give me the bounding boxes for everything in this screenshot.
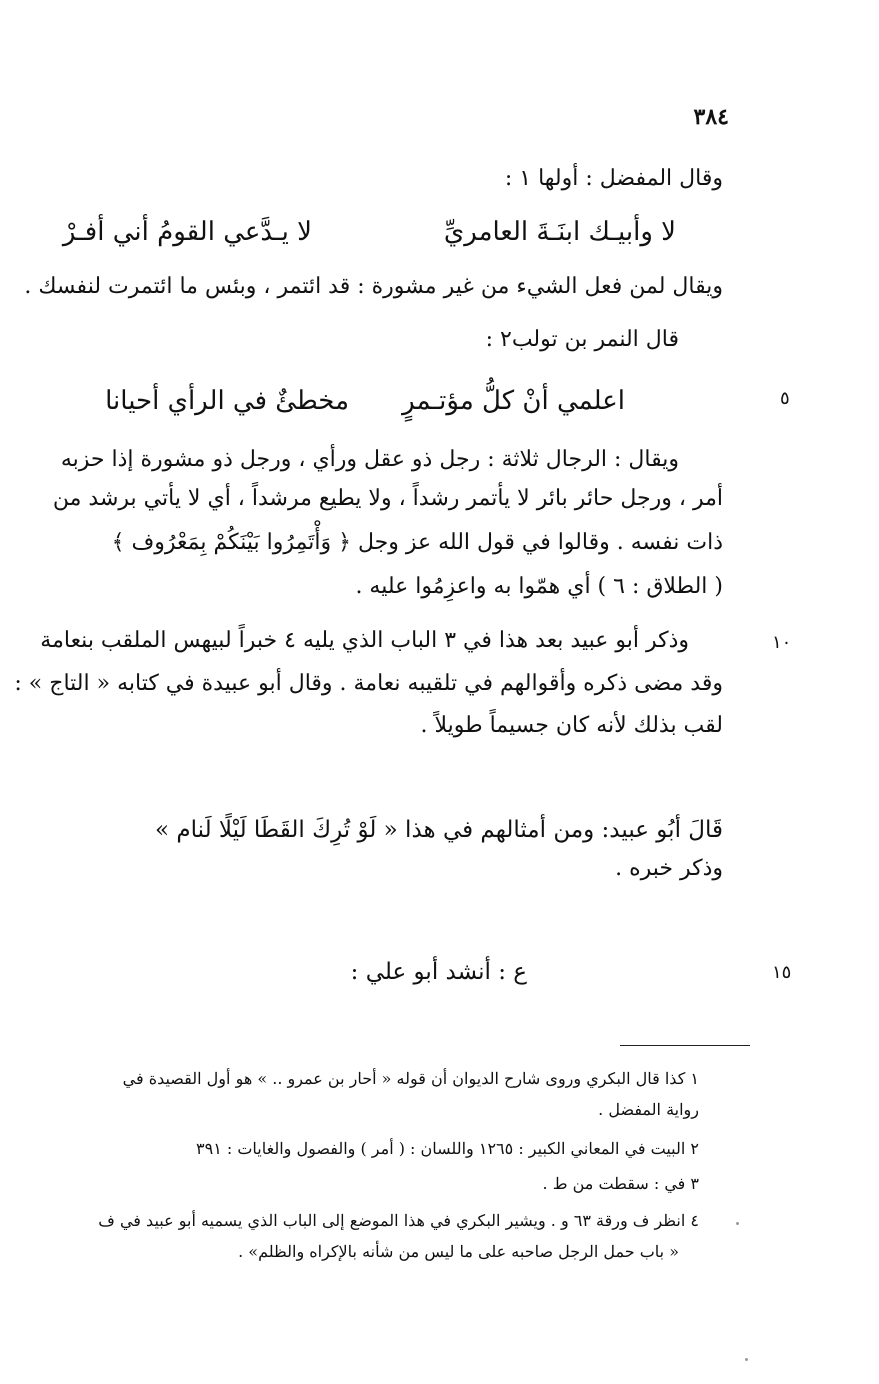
- line-number: ٥: [780, 388, 790, 409]
- verse-2-first-hemistich: اعلمي أنْ كلُّ مؤتـمرٍ: [402, 386, 625, 416]
- footnote: ٢ البيت في المعاني الكبير : ١٢٦٥ واللسان : ( أمر ) والفصول والغايات : ٣٩١: [196, 1139, 699, 1158]
- line-number: ١٠: [772, 632, 792, 653]
- paragraph-line: ويقال : الرجال ثلاثة : رجل ذو عقل ورأي ، ورجل ذو مشورة إذا حزبه: [60, 447, 679, 472]
- footnote: ٤ انظر ف ورقة ٦٣ و . ويشير البكري في هذا الموضع إلى الباب الذي يسميه أبو عبيد في ف: [98, 1211, 699, 1230]
- footnote: ٣ في : سقطت من ط .: [542, 1174, 699, 1193]
- paragraph-line: وذكر أبو عبيد بعد هذا في ٣ الباب الذي يليه ٤ خبراً لبيهس الملقب بنعامة: [40, 628, 689, 653]
- verse-1-first-hemistich: لا وأبيـك ابنَـةَ العامريِّ: [443, 217, 676, 247]
- paragraph-line: أمر ، ورجل حائر بائر لا يأتمر رشداً ، ولا يطيع مرشداً ، أي لا يأتي برشد من: [52, 486, 723, 511]
- paragraph-line: ( الطلاق : ٦ ) أي همّوا به واعزِمُوا عليه .: [355, 574, 723, 599]
- paragraph-line: قال النمر بن تولب٢ :: [485, 327, 679, 352]
- paragraph-line: وذكر خبره .: [615, 856, 723, 881]
- verse-1-second-hemistich: لا يـدَّعي القومُ أني أفـرْ: [62, 217, 312, 247]
- scan-speck: [736, 1222, 739, 1225]
- footnote-continuation: « باب حمل الرجل صاحبه على ما ليس من شأنه بالإكراه والظلم» .: [238, 1242, 679, 1261]
- section-heading-line: قَالَ أبُو عبيد: ومن أمثالهم في هذا « لَوْ تُرِكَ القَطَا لَيْلًا لَنام »: [155, 817, 723, 843]
- scan-speck: [745, 1358, 748, 1361]
- page-number: ٣٨٤: [693, 104, 729, 130]
- intro-line: وقال المفضل : أولها ١ :: [504, 166, 723, 191]
- paragraph-line: لقب بذلك لأنه كان جسيماً طويلاً .: [420, 713, 723, 738]
- poem-intro-line: ع : أنشد أبو علي :: [350, 959, 527, 985]
- verse-2-second-hemistich: مخطئٌ في الرأي أحيانا: [105, 386, 349, 416]
- line-number: ١٥: [772, 962, 792, 983]
- paragraph-line: ذات نفسه . وقالوا في قول الله عز وجل ﴿ وَأْتَمِرُوا بَيْنَكُمْ بِمَعْرُوف ﴾: [111, 530, 723, 555]
- footnote-continuation: رواية المفضل .: [598, 1100, 699, 1119]
- footnote-separator: [620, 1045, 750, 1046]
- paragraph-line: ويقال لمن فعل الشيء من غير مشورة : قد ائتمر ، وبئس ما ائتمرت لنفسك .: [24, 274, 723, 299]
- footnote: ١ كذا قال البكري وروى شارح الديوان أن قوله « أحار بن عمرو .. » هو أول القصيدة في: [122, 1069, 699, 1088]
- paragraph-line: وقد مضى ذكره وأقوالهم في تلقيبه نعامة . وقال أبو عبيدة في كتابه « التاج » :: [14, 671, 723, 696]
